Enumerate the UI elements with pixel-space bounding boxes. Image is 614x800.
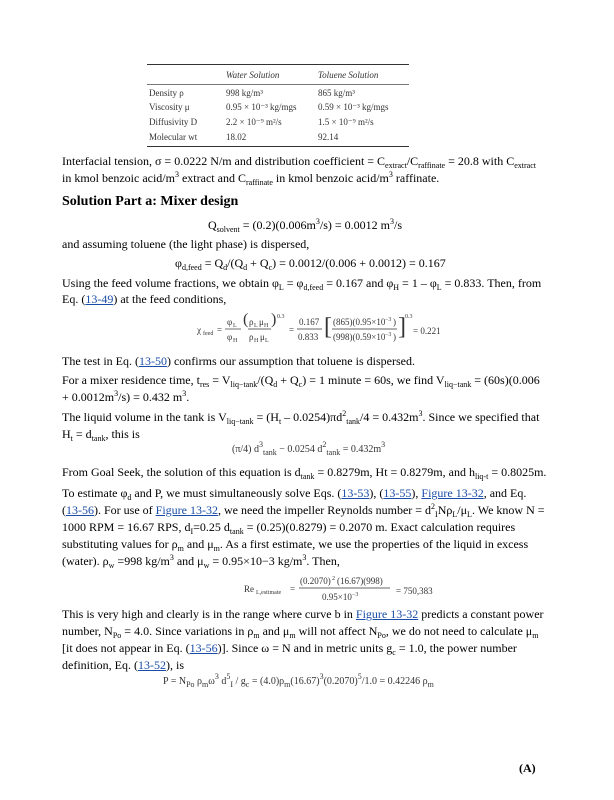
table-header-rule: [147, 84, 409, 85]
equation-chi-value: = 0.221: [413, 326, 441, 336]
table-bottom-rule: [147, 146, 409, 147]
table-cell: 865 kg/m³: [318, 88, 355, 98]
paragraph-line: (13-56). For use of Figure 13-32, we need the impeller Reynolds number = $d^2_IN\rho_L/\mu_L$. We know N =: [62, 502, 545, 519]
paragraph-line: [it does not appear in Eq. (13-56)]. Since ω = N and in metric units $g_c = 1.0$, the power number: [62, 641, 517, 657]
link-figure[interactable]: Figure 13-32: [355, 607, 419, 621]
section-heading: Solution Part a: Mixer design: [62, 194, 239, 209]
svg-text:L: L: [233, 323, 237, 329]
svg-text:0.3: 0.3: [277, 314, 285, 320]
paragraph-line: Using the feed volume fractions, we obtain $\varphi_L = \varphi_{d,feed} = 0.167$ and $\varphi_H = 1 - \varphi_L = 0.833$. Then, from: [62, 276, 542, 292]
equation-reynolds-figure: [244, 572, 394, 606]
svg-text:0.3: 0.3: [405, 314, 413, 320]
link-eq[interactable]: 13-53: [341, 486, 370, 500]
paragraph-line: Interfacial tension, σ = 0.0222 N/m and distribution coefficient = $C_{extract}/C_{raffinate} = 20.8$ with $C_{extract}$: [62, 154, 536, 170]
table-top-rule: [147, 64, 409, 65]
equation-q-solvent: $Q_{solvent} = (0.2)(0.006m^3/s) = 0.0012$ $m^3/s$: [208, 217, 402, 234]
paragraph-line: and assuming toluene (the light phase) is dispersed,: [62, 237, 310, 251]
link-eq[interactable]: 13-56: [66, 503, 94, 517]
equation-tank-volume: (π/4) $d^3_{tank} - 0.0254$ $d^2_{tank} = 0.432m^3$: [232, 440, 386, 457]
table-cell: Density ρ: [149, 88, 184, 98]
svg-text:0.95×10: 0.95×10: [322, 592, 352, 602]
svg-text:(865)(0.95×10: (865)(0.95×10: [333, 317, 386, 327]
paragraph-line: number, $N_{Po} = 4.0$. Since variations in $\rho_m$ and $\mu_m$ will not affect $N_{Po}$, we do not need to calculate $\mu_m$: [62, 624, 539, 640]
svg-text:−3: −3: [352, 592, 359, 598]
svg-text:H: H: [254, 338, 259, 344]
svg-text:H: H: [264, 323, 269, 329]
paragraph-line: (water). $\rho_w =998$ $kg/m^3$ and $\mu_w = 0.95\times 10-3$ $kg/m^3$. Then,: [62, 553, 340, 570]
svg-text:=: =: [217, 325, 223, 335]
svg-text:]: ]: [398, 314, 406, 340]
svg-text:feed: feed: [203, 331, 214, 337]
paragraph-line: To estimate $\varphi_d$ and P, we must simultaneously solve Eqs. (13-53), (13-55), Figure 13-32, and Eq.: [62, 486, 527, 502]
paragraph-line: 1000 RPM = 16.67 RPS, $d_I=0.25$ $d_{tank} = (0.25)(0.8279) = 0.2070$ m. Exact calculation requires: [62, 520, 516, 536]
svg-text:(998)(0.59×10: (998)(0.59×10: [333, 332, 386, 342]
paragraph-line: For a mixer residence time, $t_{res} = V_{liq-tank}/(Q_d + Q_c) = 1$ minute = 60s, we find $V_{liq-tank} = (60s)(0.006$: [62, 373, 540, 389]
table-header-toluene: Toluene Solution: [318, 70, 379, 80]
svg-text:−3: −3: [385, 317, 392, 323]
svg-text:L,estimate: L,estimate: [256, 590, 282, 596]
table-cell: Molecular wt: [149, 132, 198, 142]
svg-text:=: =: [289, 325, 295, 335]
equation-chi-feed-figure: [197, 312, 437, 348]
paragraph-line: This is very high and clearly is in the range where curve b in Figure 13-32 predicts a constant power: [62, 607, 544, 621]
equation-reynolds: [244, 572, 444, 606]
table-cell: 18.02: [226, 132, 247, 142]
link-eq[interactable]: 13-49: [85, 292, 114, 306]
paragraph-line: substituting values for $\rho_m$ and $\mu_m$. As a first estimate, we use the properties of the liquid in excess: [62, 537, 529, 553]
svg-text:=: =: [290, 584, 296, 594]
svg-text:χ: χ: [197, 325, 201, 335]
paragraph-line: The liquid volume in the tank is $V_{liq-tank} = (H_t - 0.0254)\pi d^2_{tank}/4 = 0.432m^3$. Since we specified that: [62, 409, 540, 426]
table-cell: 0.95 × 10⁻³ kg/mgs: [226, 102, 297, 112]
svg-text:2: 2: [332, 576, 335, 582]
table-cell: 2.2 × 10⁻⁹ m²/s: [226, 117, 282, 127]
paragraph-line: Eq. (13-49) at the feed conditions,: [62, 292, 227, 306]
link-eq[interactable]: 13-52: [137, 658, 166, 672]
svg-text:Re: Re: [244, 584, 254, 594]
svg-text:[: [: [324, 314, 332, 340]
paragraph-line: definition, Eq. (13-52), is: [62, 658, 184, 672]
paragraph-line: $H_t = d_{tank}$, this is: [62, 427, 140, 443]
svg-text:φ: φ: [227, 332, 233, 342]
svg-text:ρ: ρ: [249, 317, 254, 327]
table-cell: 92.14: [318, 132, 339, 142]
link-figure[interactable]: Figure 13-32: [155, 503, 218, 517]
svg-text:0.833: 0.833: [298, 332, 319, 342]
table-cell: 0.59 × 10⁻³ kg/mgs: [318, 102, 389, 112]
svg-text:φ: φ: [227, 317, 233, 327]
svg-text:H: H: [233, 338, 238, 344]
svg-text:): ): [393, 317, 396, 327]
paragraph-line: From Goal Seek, the solution of this equation is $d_{tank} = 0.8279m$, Ht = 0.8279m, and $h_{liq-t} = 0.8025m$.: [62, 465, 547, 481]
svg-text:(: (: [243, 312, 249, 328]
link-eq[interactable]: 13-50: [138, 354, 167, 368]
table-header-water: Water Solution: [226, 70, 280, 80]
svg-text:μ: μ: [259, 317, 264, 327]
svg-text:L: L: [265, 338, 269, 344]
table-cell: 998 kg/m³: [226, 88, 263, 98]
svg-text:μ: μ: [260, 332, 265, 342]
table-cell: Viscosity μ: [149, 102, 190, 112]
paragraph-line: The test in Eq. (13-50) confirms our assumption that toluene is dispersed.: [62, 354, 415, 368]
equation-chi-feed: [197, 312, 441, 348]
link-eq[interactable]: 13-55: [383, 486, 412, 500]
table-cell: 1.5 × 10⁻⁹ m²/s: [318, 117, 374, 127]
equation-power: $P = N_{Po}$ $\rho_m\omega^3$ $d^5_I / g_c = (4.0)\rho_m(16.67)^3(0.2070)^5/1.0 = 0.42246$ $\rho_m$: [163, 672, 434, 689]
svg-text:(16.67)(998): (16.67)(998): [337, 576, 383, 586]
table-cell: Diffusivity D: [149, 117, 198, 127]
svg-text:ρ: ρ: [249, 332, 254, 342]
paragraph-line: in kmol benzoic acid/$m^3$ extract and $C_{raffinate}$ in kmol benzoic acid/$m^3$ raffinate.: [62, 170, 440, 187]
equation-phi-feed: $\varphi_{d,feed} = Q_d/(Q_d + Q_c) = 0.0012/(0.006 + 0.0012) = 0.167$: [175, 256, 446, 272]
svg-text:−3: −3: [385, 332, 392, 338]
svg-text:L: L: [254, 323, 258, 329]
link-figure[interactable]: Figure 13-32: [421, 486, 484, 500]
equation-label: (A): [519, 761, 536, 775]
svg-text:): ): [393, 332, 396, 342]
svg-text:): ): [271, 312, 277, 328]
paragraph-line: + $0.0012m^3/s) = 0.432$ $m^3$.: [62, 389, 190, 404]
link-eq[interactable]: 13-56: [189, 641, 218, 655]
svg-text:0.167: 0.167: [299, 317, 320, 327]
svg-text:(0.2070): (0.2070): [300, 576, 331, 586]
equation-reynolds-value: = 750,383: [396, 586, 433, 596]
